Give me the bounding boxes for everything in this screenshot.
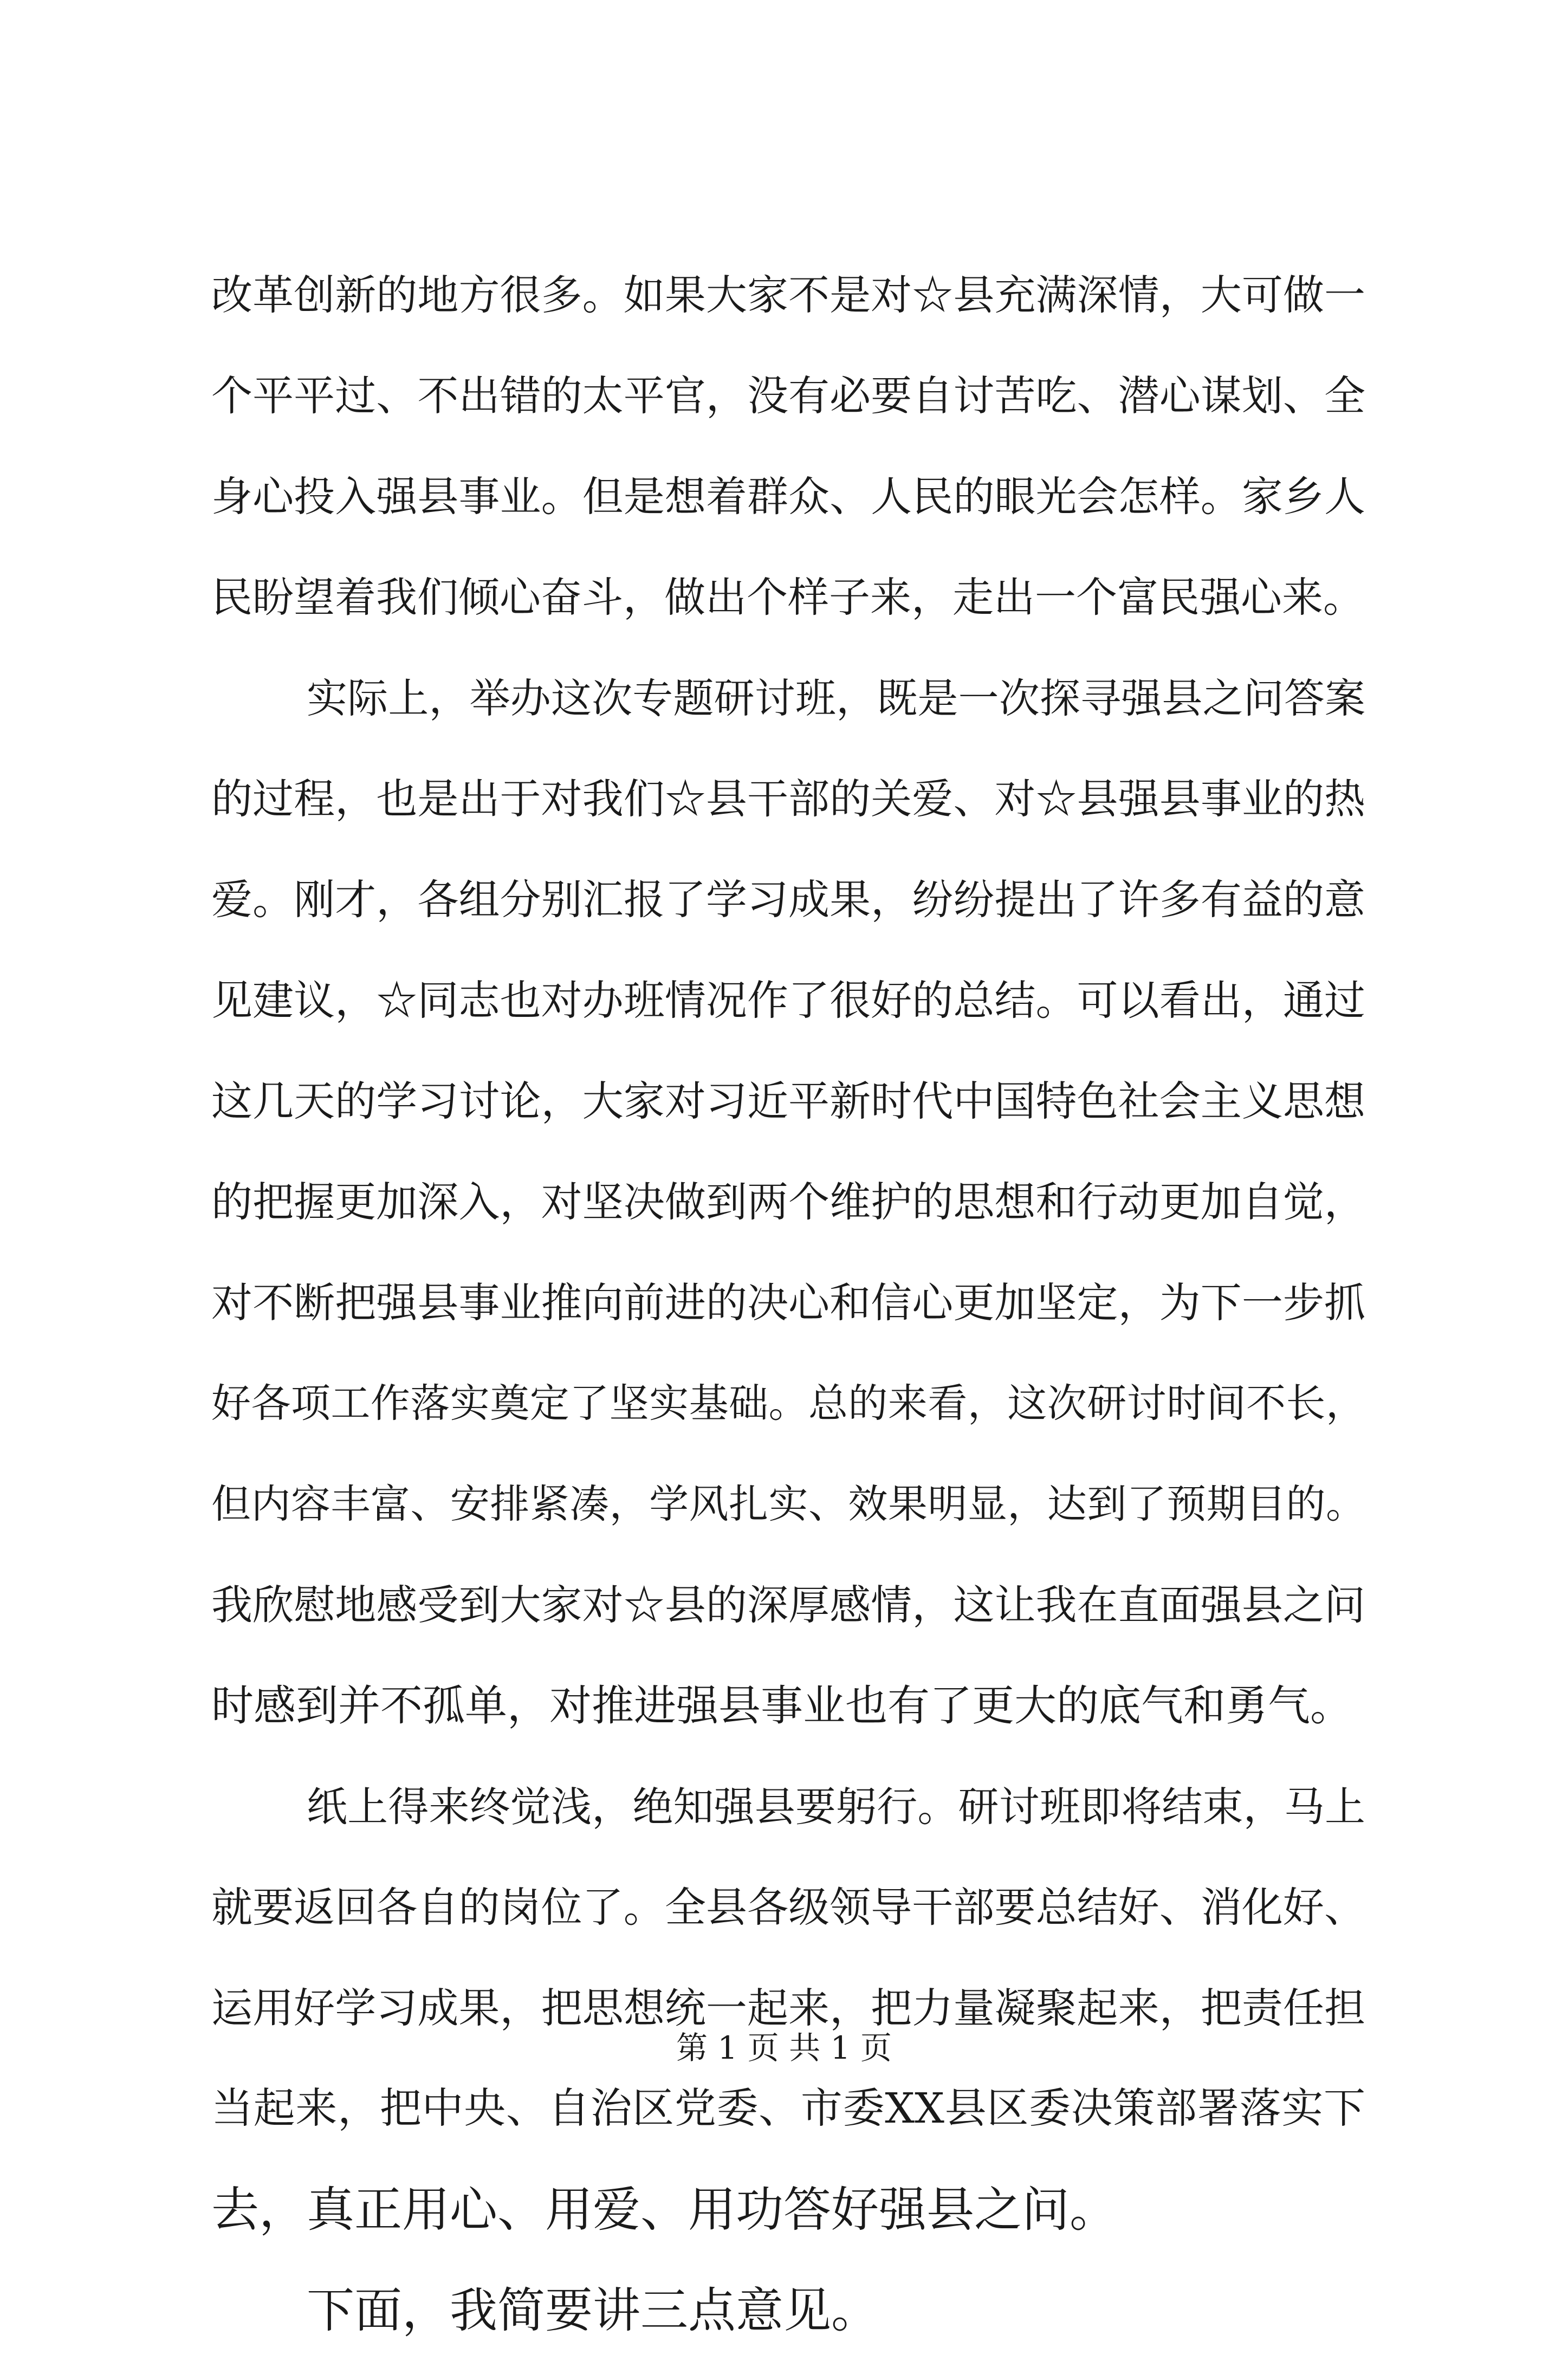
text-line: 好各项工作落实奠定了坚实基础。总的来看，这次研讨时间不长， xyxy=(211,1380,1365,1426)
paragraph xyxy=(211,1756,1365,2260)
text-line: 时感到并不孤单，对推进强县事业也有了更大的底气和勇气。 xyxy=(211,1682,1353,1730)
paragraph xyxy=(211,245,1365,648)
text-line: 就要返回各自的岗位了。全县各级领导干部要总结好、消化好、 xyxy=(211,1883,1365,1931)
text-line: 我欣慰地感受到大家对☆县的深厚感情，这让我在直面强县之问 xyxy=(211,1581,1365,1629)
text-line: 纸上得来终觉浅，绝知强县要躬行。研讨班即将结束，马上 xyxy=(307,1783,1365,1831)
text-line: 对不断把强县事业推向前进的决心和信心更加坚定，为下一步抓 xyxy=(211,1279,1365,1327)
page-footer: 第 1 页 共 1 页 xyxy=(676,2029,892,2066)
text-line: 的把握更加深入，对坚决做到两个维护的思想和行动更加自觉， xyxy=(211,1178,1365,1226)
text-line: 见建议，☆同志也对办班情况作了很好的总结。可以看出，通过 xyxy=(211,976,1365,1024)
text-line: 但内容丰富、安排紧凑，学风扎实、效果明显，达到了预期目的。 xyxy=(211,1481,1365,1527)
text-line: 实际上，举办这次专题研讨班，既是一次探寻强县之问答案 xyxy=(307,674,1365,722)
text-line: 下面，我简要讲三点意见。 xyxy=(307,2282,879,2338)
paragraph xyxy=(211,2260,1365,2361)
text-line: 爱。刚才，各组分别汇报了学习成果，纷纷提出了许多有益的意 xyxy=(211,875,1365,924)
text-line: 运用好学习成果，把思想统一起来，把力量凝聚起来，把责任担 xyxy=(211,1984,1365,2032)
text-line: 的过程，也是出于对我们☆县干部的关爱、对☆县强县事业的热 xyxy=(211,775,1365,823)
text-line: 身心投入强县事业。但是想着群众、人民的眼光会怎样。家乡人 xyxy=(211,472,1365,521)
text-line: 去，真正用心、用爱、用功答好强县之问。 xyxy=(211,2182,1118,2237)
paragraph xyxy=(211,648,1365,1756)
text-line: 民盼望着我们倾心奋斗，做出个样子来，走出一个富民强心来。 xyxy=(211,573,1364,621)
text-line: 改革创新的地方很多。如果大家不是对☆县充满深情，大可做一 xyxy=(211,271,1365,319)
text-line: 当起来，把中央、自治区党委、市委XX县区委决策部署落实下 xyxy=(211,2085,1365,2133)
text-line: 这几天的学习讨论，大家对习近平新时代中国特色社会主义思想 xyxy=(211,1077,1365,1125)
text-line: 个平平过、不出错的太平官，没有必要自讨苦吃、潜心谋划、全 xyxy=(211,372,1365,420)
